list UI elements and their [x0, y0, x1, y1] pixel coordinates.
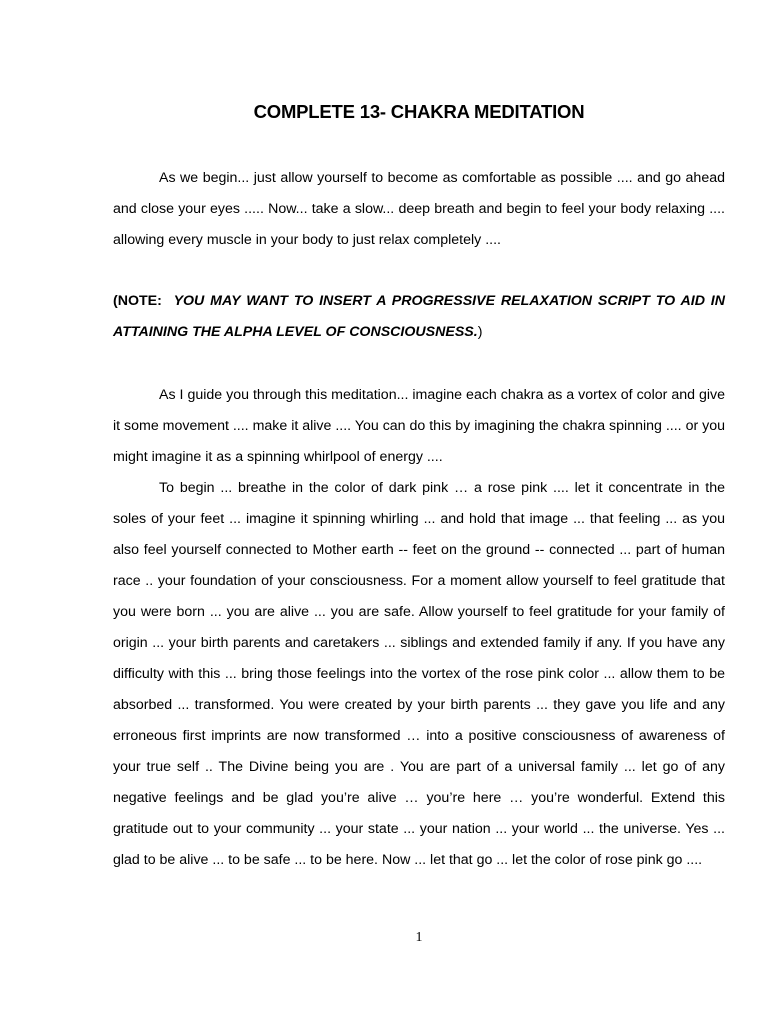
note-paragraph — [113, 286, 725, 348]
page-title: COMPLETE 13- CHAKRA MEDITATION — [253, 101, 585, 122]
note-prefix: (NOTE: — [113, 293, 162, 309]
paragraph-root-chakra: To begin ... breathe in the color of dark pink … a rose pink .... let it concentrate in the soles of your feet ... imagine it spinning whirling ... and hold that image ... that feeling ... as you also feel yourself connected to Mother earth -- feet on the ground -- connected ... part of human race .. your foundation of your consciousness. For a moment allow yourself to feel gratitude that you were born ... you are alive ... you are safe. Allow yourself to feel gratitude for your family of origin ... your birth parents and caretakers ... siblings and extended family if any. If you have any difficulty with this ... bring those feelings into the vortex of the rose pink color ... allow them to be absorbed ... transformed. You were created by your birth parents ... they gave you life and any erroneous first imprints are now transformed … into a positive consciousness of awareness of your true self .. The Divine being you are . You are part of a universal family ... let go of any negative feelings and be glad you’re alive … you’re here … you’re wonderful. Extend this gratitude out to your community ... your state ... your nation ... your world ... the universe. Yes ... glad to be alive ... to be safe ... to be here. Now ... let that go ... let the color of rose pink go .... — [113, 480, 725, 868]
note-suffix: ) — [477, 324, 483, 340]
page-number: 1 — [415, 930, 423, 945]
paragraph-guide: As I guide you through this meditation... imagine each chakra as a vortex of color and give it some movement .... make it alive .... You can do this by imagining the chakra spinning .... or you might imagine it as a spinning whirlpool of energy .... — [113, 387, 725, 465]
paragraph-intro: As we begin... just allow yourself to become as comfortable as possible .... and go ahead and close your eyes ..... Now... take a slow... deep breath and begin to feel your body relaxing .... allowing every muscle in your body to just relax completely .... — [113, 170, 725, 248]
note-text: YOU MAY WANT TO INSERT A PROGRESSIVE RELAXATION SCRIPT TO AID IN ATTAINING THE ALPHA LEVEL OF CONSCIOUSNESS. — [113, 293, 725, 340]
